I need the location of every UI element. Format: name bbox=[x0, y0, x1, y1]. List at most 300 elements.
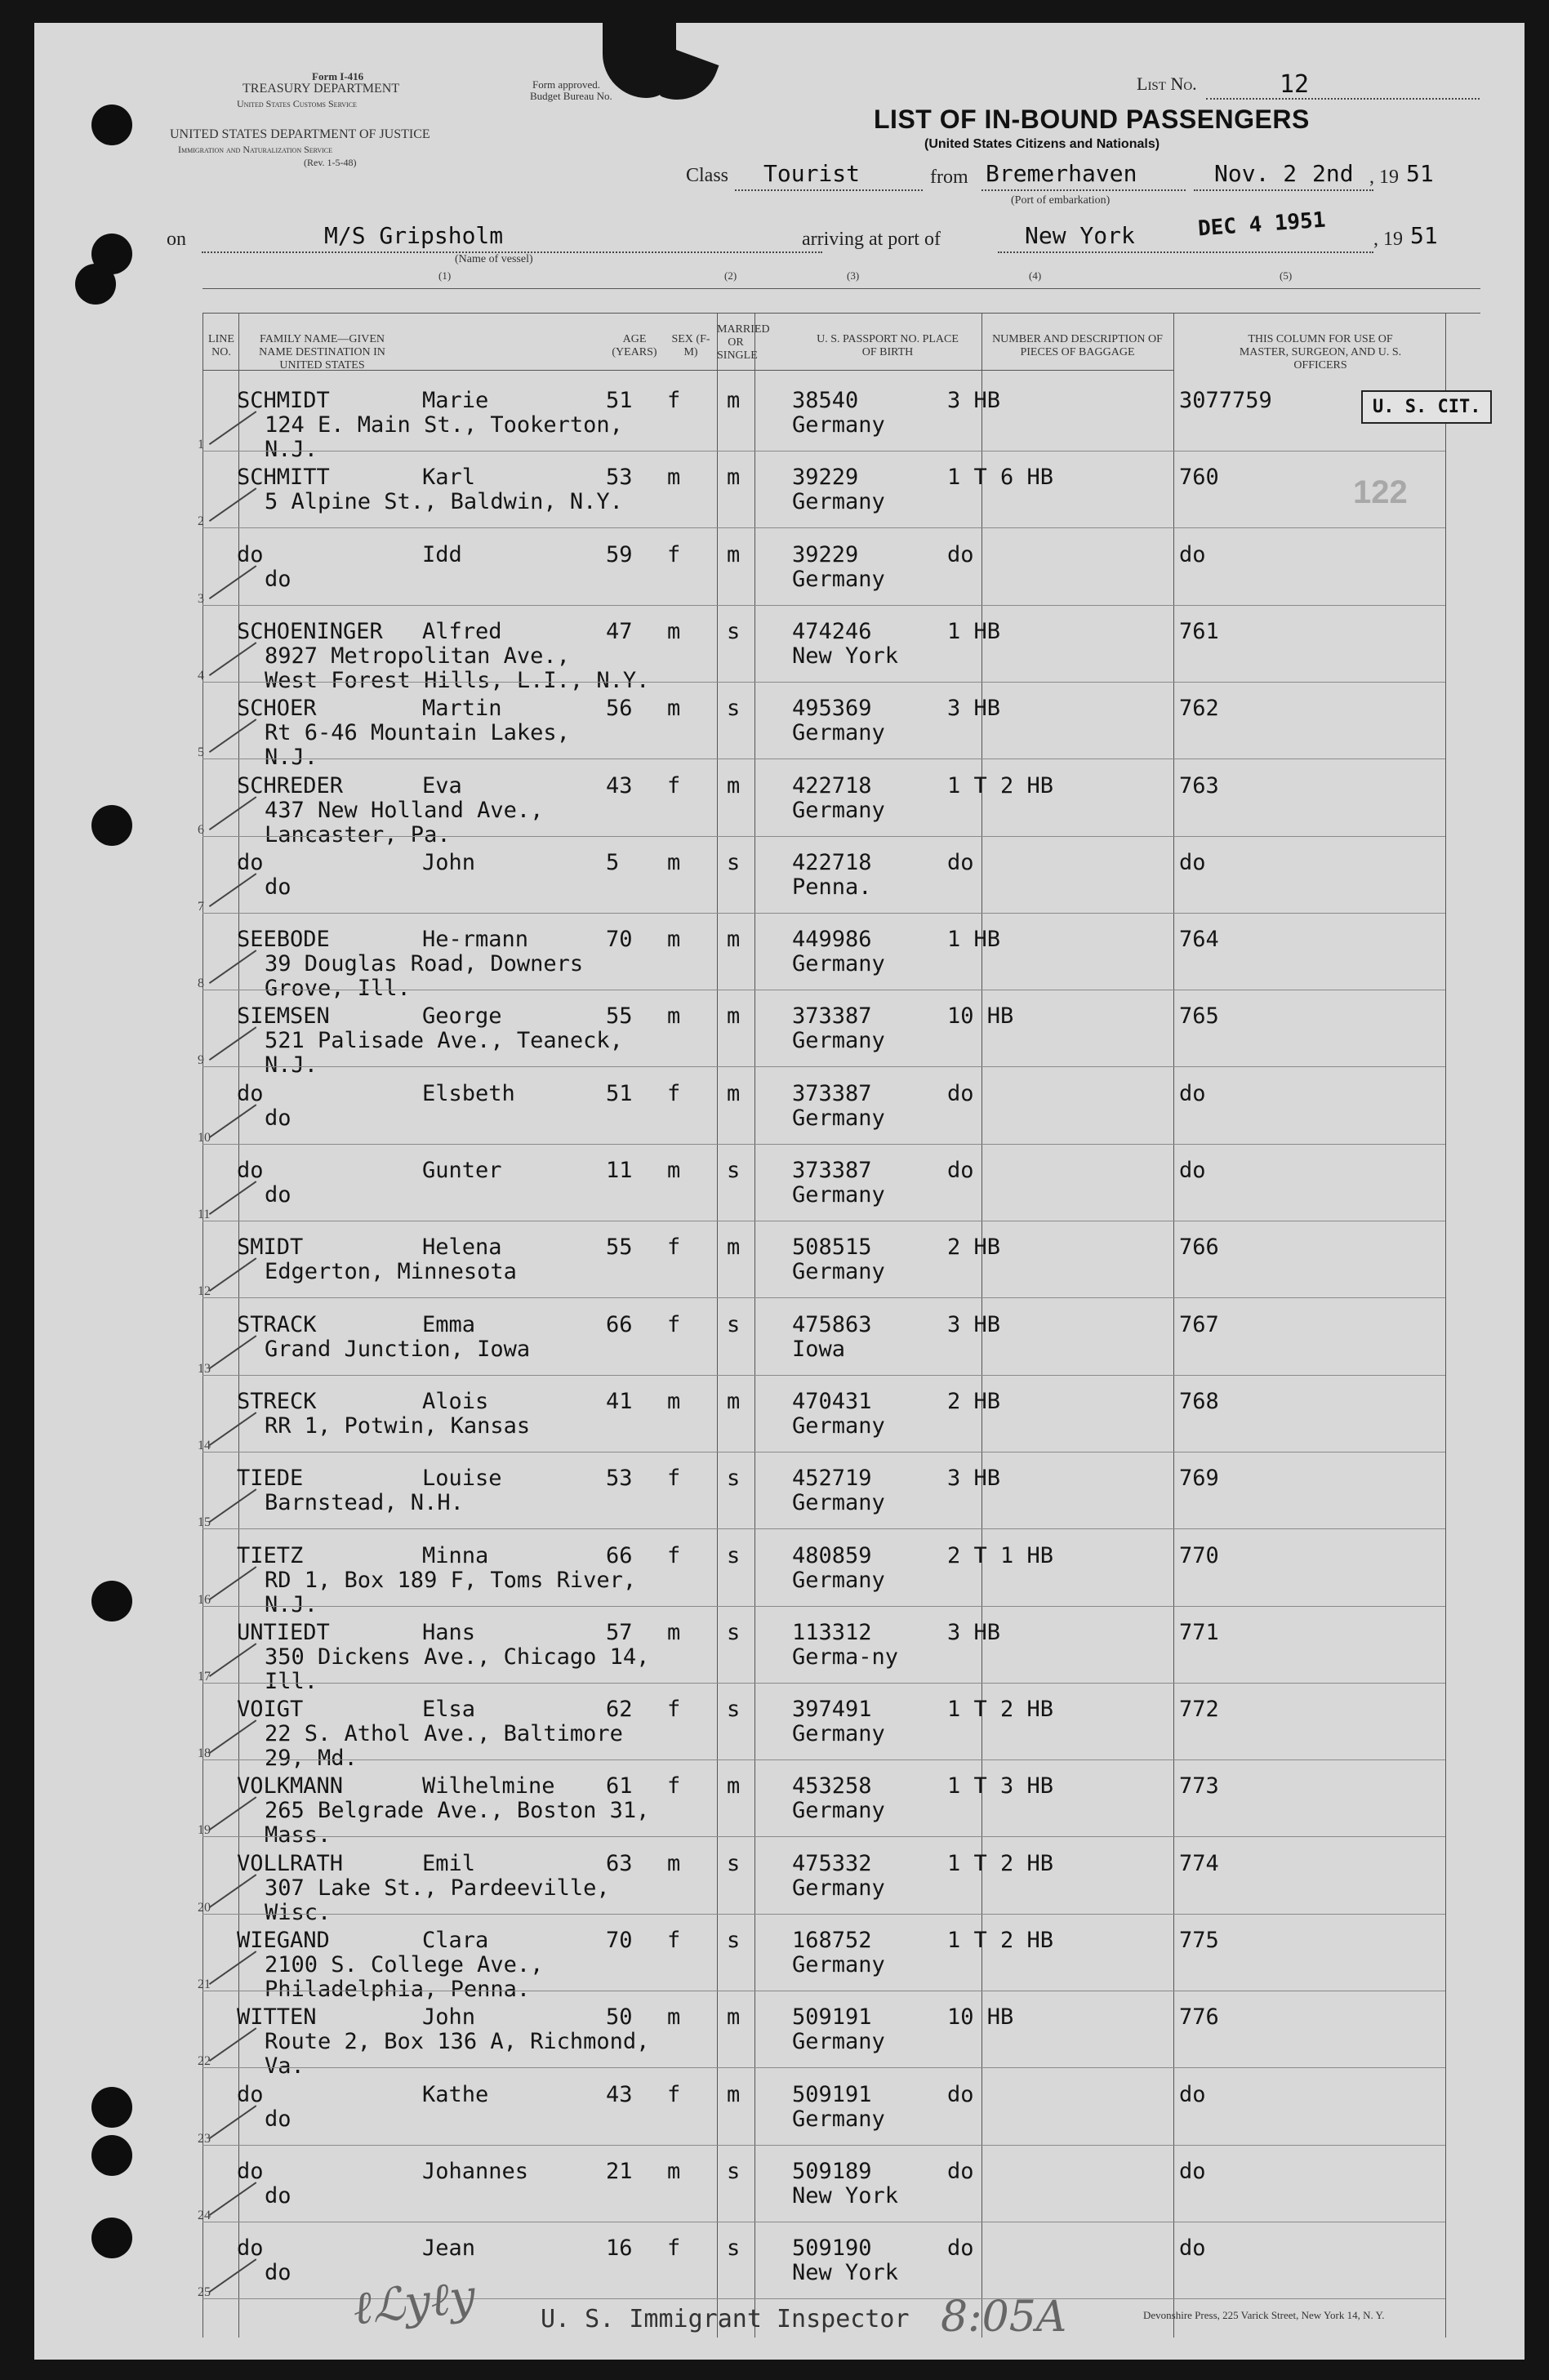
cell-passport: 508515 bbox=[792, 1234, 872, 1261]
line-number: 11 bbox=[198, 1208, 211, 1221]
cell-given: Johannes bbox=[422, 2158, 529, 2184]
cell-age: 57 bbox=[606, 1619, 633, 1645]
cell-given: Martin bbox=[422, 696, 502, 722]
line-number: 3 bbox=[198, 591, 204, 606]
table-row bbox=[34, 1991, 1525, 2080]
cell-given: John bbox=[422, 2004, 476, 2031]
class-label: Class bbox=[686, 165, 729, 186]
cell-addr1: 22 S. Athol Ave., Baltimore bbox=[265, 1721, 623, 1747]
cell-given: Louise bbox=[422, 1466, 502, 1492]
cell-baggage: 3 HB bbox=[947, 1466, 1001, 1492]
cell-sex: f bbox=[667, 1697, 681, 1723]
cell-officer: do bbox=[1179, 2081, 1206, 2107]
cell-ms: m bbox=[727, 1773, 741, 1799]
year-prefix-2: , 19 bbox=[1373, 229, 1403, 250]
cell-given: Gunter bbox=[422, 1158, 502, 1183]
form-number: Form I-416 bbox=[312, 70, 364, 82]
cell-baggage: 2 HB bbox=[947, 1234, 1001, 1261]
cell-sex: m bbox=[667, 927, 681, 953]
departure-date: Nov. 2 bbox=[1214, 160, 1298, 187]
table-row bbox=[34, 1375, 1525, 1452]
cell-birth: Germany bbox=[792, 1798, 885, 1824]
cell-addr2: Ill. bbox=[265, 1668, 318, 1694]
cell-baggage: 10 HB bbox=[947, 2004, 1014, 2031]
col-num-4: (4) bbox=[1029, 269, 1042, 282]
cell-officer: do bbox=[1179, 1158, 1206, 1183]
cell-sex: m bbox=[667, 849, 681, 875]
cell-officer: 772 bbox=[1179, 1697, 1219, 1723]
cell-sex: f bbox=[667, 2081, 681, 2107]
cell-passport: 397491 bbox=[792, 1697, 872, 1723]
cell-passport: 509191 bbox=[792, 2004, 872, 2031]
page-number: 122 bbox=[1353, 474, 1408, 510]
cell-baggage: 10 HB bbox=[947, 1003, 1014, 1030]
cell-birth: New York bbox=[792, 643, 899, 669]
cell-addr2: Mass. bbox=[265, 1822, 332, 1848]
cell-ms: m bbox=[727, 1388, 741, 1414]
cell-birth: Germany bbox=[792, 1259, 885, 1285]
cell-sex: f bbox=[667, 2235, 681, 2262]
cell-ms: m bbox=[727, 2081, 741, 2107]
cell-passport: 509190 bbox=[792, 2235, 872, 2262]
cell-addr1: do bbox=[265, 2260, 292, 2286]
cell-sex: f bbox=[667, 541, 681, 567]
cell-sex: m bbox=[667, 2004, 681, 2031]
cell-officer: 765 bbox=[1179, 1003, 1219, 1030]
cell-passport: 39229 bbox=[792, 465, 859, 491]
cell-family: VOLKMANN bbox=[237, 1773, 344, 1799]
cell-addr1: Barnstead, N.H. bbox=[265, 1490, 464, 1516]
cell-ms: m bbox=[727, 541, 741, 567]
cell-age: 51 bbox=[606, 388, 633, 413]
cell-addr2: N.J. bbox=[265, 1052, 318, 1079]
cell-passport: 39229 bbox=[792, 541, 859, 567]
line-number: 21 bbox=[198, 1977, 211, 1991]
cell-family: SCHOER bbox=[237, 696, 317, 722]
cell-sex: f bbox=[667, 1542, 681, 1568]
cell-birth: Germany bbox=[792, 1028, 885, 1054]
table-row bbox=[34, 1452, 1525, 1528]
cell-passport: 495369 bbox=[792, 696, 872, 722]
cell-ms: s bbox=[727, 1466, 741, 1492]
arriving-label: arriving at port of bbox=[802, 229, 941, 250]
line-number: 17 bbox=[198, 1669, 211, 1684]
cell-passport: 373387 bbox=[792, 1158, 872, 1183]
cell-ms: s bbox=[727, 1850, 741, 1876]
cell-baggage: 1 T 6 HB bbox=[947, 465, 1054, 491]
cell-given: Idd bbox=[422, 541, 462, 567]
inspector-signature: ℓℒyℓy bbox=[350, 2270, 478, 2336]
cell-sex: m bbox=[667, 696, 681, 722]
cell-passport: 422718 bbox=[792, 772, 872, 799]
revision: (Rev. 1-5-48) bbox=[304, 157, 357, 168]
cell-addr1: RD 1, Box 189 F, Toms River, bbox=[265, 1567, 637, 1593]
cell-baggage: 1 T 2 HB bbox=[947, 772, 1054, 799]
header-line-no: LINE NO. bbox=[208, 333, 234, 358]
cell-birth: Germany bbox=[792, 1567, 885, 1593]
arrival-date-stamp: DEC 4 1951 bbox=[1197, 207, 1327, 242]
cell-ms: s bbox=[727, 1697, 741, 1723]
cell-family: do bbox=[237, 2235, 264, 2262]
cell-passport: 168752 bbox=[792, 1928, 872, 1953]
cell-passport: 480859 bbox=[792, 1542, 872, 1568]
cell-sex: m bbox=[667, 465, 681, 491]
cell-sex: f bbox=[667, 1234, 681, 1261]
cell-birth: Germany bbox=[792, 1105, 885, 1131]
arrival-port: New York bbox=[1025, 222, 1135, 249]
cell-baggage: do bbox=[947, 1158, 974, 1183]
table-row bbox=[34, 528, 1525, 605]
cell-family: do bbox=[237, 1158, 264, 1183]
header-married: MARRIED OR SINGLE bbox=[717, 323, 770, 362]
table-row bbox=[34, 1221, 1525, 1297]
cell-officer: 760 bbox=[1179, 465, 1219, 491]
on-label: on bbox=[167, 229, 186, 250]
table-row bbox=[34, 1837, 1525, 1925]
cell-addr1: Edgerton, Minnesota bbox=[265, 1259, 517, 1285]
cell-ms: s bbox=[727, 1619, 741, 1645]
dept-treasury: TREASURY DEPARTMENT bbox=[243, 82, 400, 96]
cell-age: 55 bbox=[606, 1003, 633, 1030]
cell-birth: Penna. bbox=[792, 874, 872, 900]
cell-age: 66 bbox=[606, 1311, 633, 1337]
cell-given: Alois bbox=[422, 1388, 489, 1414]
cell-sex: f bbox=[667, 1311, 681, 1337]
cell-given: Jean bbox=[422, 2235, 476, 2262]
header-sex: SEX (F-M) bbox=[671, 333, 710, 358]
cell-addr2: Lancaster, Pa. bbox=[265, 821, 451, 847]
cell-age: 53 bbox=[606, 465, 633, 491]
cell-given: Emma bbox=[422, 1311, 476, 1337]
cell-addr2: Wisc. bbox=[265, 1899, 332, 1925]
cell-family: SCHREDER bbox=[237, 772, 344, 799]
line-number: 13 bbox=[198, 1361, 211, 1376]
cell-officer: do bbox=[1179, 2158, 1206, 2184]
table-row bbox=[34, 759, 1525, 847]
cell-baggage: 2 T 1 HB bbox=[947, 1542, 1054, 1568]
cell-addr1: 350 Dickens Ave., Chicago 14, bbox=[265, 1644, 650, 1670]
cell-officer: 773 bbox=[1179, 1773, 1219, 1799]
cell-ms: s bbox=[727, 618, 741, 644]
cell-baggage: 2 HB bbox=[947, 1388, 1001, 1414]
table-row bbox=[34, 1914, 1525, 2002]
cell-passport: 449986 bbox=[792, 927, 872, 953]
col-num-3: (3) bbox=[847, 269, 860, 282]
cell-baggage: do bbox=[947, 541, 974, 567]
cell-family: SCHMIDT bbox=[237, 388, 330, 413]
form-approved: Form approved. bbox=[532, 78, 601, 91]
cell-addr1: do bbox=[265, 1182, 292, 1208]
cell-addr2: Philadelphia, Penna. bbox=[265, 1977, 531, 2002]
binder-hole bbox=[75, 264, 116, 305]
cell-family: VOIGT bbox=[237, 1697, 304, 1723]
table-row bbox=[34, 1683, 1525, 1772]
table-row bbox=[34, 1067, 1525, 1144]
cell-age: 21 bbox=[606, 2158, 633, 2184]
table-row bbox=[34, 1298, 1525, 1375]
cell-ms: m bbox=[727, 927, 741, 953]
cell-passport: 373387 bbox=[792, 1003, 872, 1030]
line-number: 18 bbox=[198, 1746, 211, 1761]
cell-birth: Germany bbox=[792, 720, 885, 746]
table-row bbox=[34, 451, 1525, 527]
cell-addr1: 124 E. Main St., Tookerton, bbox=[265, 412, 623, 438]
cell-sex: f bbox=[667, 1466, 681, 1492]
cell-officer: 762 bbox=[1179, 696, 1219, 722]
cell-given: Elsbeth bbox=[422, 1080, 515, 1106]
cell-given: Helena bbox=[422, 1234, 502, 1261]
cell-baggage: 1 T 2 HB bbox=[947, 1928, 1054, 1953]
line-number: 16 bbox=[198, 1592, 211, 1607]
cell-birth: Germany bbox=[792, 1490, 885, 1516]
cell-ms: m bbox=[727, 388, 741, 413]
cell-sex: f bbox=[667, 1928, 681, 1953]
cell-given: Alfred bbox=[422, 618, 502, 644]
table-row bbox=[34, 2068, 1525, 2145]
inspector-label: U. S. Immigrant Inspector bbox=[541, 2305, 910, 2333]
class-value: Tourist bbox=[763, 160, 861, 187]
cell-sex: f bbox=[667, 388, 681, 413]
cell-passport: 509191 bbox=[792, 2081, 872, 2107]
cell-addr1: 5 Alpine St., Baldwin, N.Y. bbox=[265, 489, 623, 515]
cell-baggage: 1 HB bbox=[947, 618, 1001, 644]
cell-age: 43 bbox=[606, 772, 633, 799]
cell-passport: 474246 bbox=[792, 618, 872, 644]
year-value: 51 bbox=[1406, 160, 1434, 187]
line-number: 12 bbox=[198, 1284, 211, 1299]
line-number: 24 bbox=[198, 2208, 211, 2222]
cell-age: 51 bbox=[606, 1080, 633, 1106]
cell-family: SCHMITT bbox=[237, 465, 330, 491]
cell-ms: s bbox=[727, 696, 741, 722]
cell-birth: Germany bbox=[792, 951, 885, 977]
cell-officer: 774 bbox=[1179, 1850, 1219, 1876]
cell-addr2: N.J. bbox=[265, 745, 318, 771]
header-age: AGE (YEARS) bbox=[612, 333, 657, 358]
cell-passport: 422718 bbox=[792, 849, 872, 875]
cell-age: 70 bbox=[606, 1928, 633, 1953]
from-label: from bbox=[930, 167, 968, 188]
cell-birth: Germany bbox=[792, 489, 885, 515]
cell-age: 66 bbox=[606, 1542, 633, 1568]
cell-ms: s bbox=[727, 1928, 741, 1953]
cell-family: VOLLRATH bbox=[237, 1850, 344, 1876]
cell-age: 16 bbox=[606, 2235, 633, 2262]
line-number: 9 bbox=[198, 1053, 204, 1068]
cell-age: 62 bbox=[606, 1697, 633, 1723]
cell-age: 70 bbox=[606, 927, 633, 953]
cell-addr1: Route 2, Box 136 A, Richmond, bbox=[265, 2029, 650, 2055]
cell-given: Kathe bbox=[422, 2081, 489, 2107]
line-number: 10 bbox=[198, 1130, 211, 1145]
cell-addr1: 265 Belgrade Ave., Boston 31, bbox=[265, 1798, 650, 1824]
cell-officer: 775 bbox=[1179, 1928, 1219, 1953]
cell-given: John bbox=[422, 849, 476, 875]
cell-addr1: 2100 S. College Ave., bbox=[265, 1952, 544, 1977]
header-officers: THIS COLUMN FOR USE OF MASTER, SURGEON, AND U. S. OFFICERS bbox=[1239, 333, 1402, 371]
cell-given: Marie bbox=[422, 388, 489, 413]
line-number: 23 bbox=[198, 2131, 211, 2146]
cell-given: Wilhelmine bbox=[422, 1773, 555, 1799]
cell-baggage: do bbox=[947, 1080, 974, 1106]
cell-birth: Germany bbox=[792, 1412, 885, 1439]
table-row bbox=[34, 2145, 1525, 2222]
port-embark-caption: (Port of embarkation) bbox=[1011, 194, 1111, 207]
cell-addr2: West Forest Hills, L.I., N.Y. bbox=[265, 667, 650, 693]
table-row bbox=[34, 682, 1525, 771]
line-number: 19 bbox=[198, 1823, 211, 1838]
cell-addr1: do bbox=[265, 874, 292, 900]
cell-baggage: do bbox=[947, 849, 974, 875]
cell-officer: 767 bbox=[1179, 1311, 1219, 1337]
line-number: 6 bbox=[198, 822, 204, 837]
cell-age: 43 bbox=[606, 2081, 633, 2107]
cell-ms: m bbox=[727, 1080, 741, 1106]
cell-addr2: Va. bbox=[265, 2053, 305, 2080]
cell-passport: 453258 bbox=[792, 1773, 872, 1799]
cell-birth: Germany bbox=[792, 1952, 885, 1977]
cell-baggage: 1 HB bbox=[947, 927, 1001, 953]
dept-customs: United States Customs Service bbox=[237, 98, 357, 109]
cell-ms: s bbox=[727, 1311, 741, 1337]
cell-age: 47 bbox=[606, 618, 633, 644]
cell-given: He-rmann bbox=[422, 927, 529, 953]
printer-imprint: Devonshire Press, 225 Varick Street, New York 14, N. Y. bbox=[1143, 2309, 1385, 2321]
cell-officer: 769 bbox=[1179, 1466, 1219, 1492]
line-number: 25 bbox=[198, 2285, 211, 2300]
cell-addr1: 39 Douglas Road, Downers bbox=[265, 951, 584, 977]
table-row bbox=[34, 990, 1525, 1079]
table-row bbox=[34, 1529, 1525, 1617]
cell-sex: f bbox=[667, 772, 681, 799]
cell-addr1: 307 Lake St., Pardeeville, bbox=[265, 1875, 610, 1901]
cell-ms: s bbox=[727, 849, 741, 875]
form-subtitle: (United States Citizens and Nationals) bbox=[924, 137, 1160, 151]
cell-family: STRECK bbox=[237, 1388, 317, 1414]
cell-addr1: do bbox=[265, 1105, 292, 1131]
cell-addr2: N.J. bbox=[265, 1591, 318, 1617]
cell-addr1: 521 Palisade Ave., Teaneck, bbox=[265, 1028, 623, 1054]
cell-officer: 764 bbox=[1179, 927, 1219, 953]
cell-officer: 776 bbox=[1179, 2004, 1219, 2031]
cell-given: Clara bbox=[422, 1928, 489, 1953]
dept-ins: Immigration and Naturalization Service bbox=[178, 144, 333, 155]
table-row bbox=[34, 605, 1525, 693]
cell-family: WIEGAND bbox=[237, 1928, 330, 1953]
cell-family: SCHOENINGER bbox=[237, 618, 383, 644]
cell-age: 59 bbox=[606, 541, 633, 567]
line-number: 5 bbox=[198, 745, 204, 760]
cell-addr1: do bbox=[265, 566, 292, 592]
cell-officer: 766 bbox=[1179, 1234, 1219, 1261]
cell-birth: Germany bbox=[792, 2106, 885, 2132]
list-no-value: 12 bbox=[1280, 70, 1310, 99]
cell-birth: Germany bbox=[792, 1182, 885, 1208]
vessel-caption: (Name of vessel) bbox=[455, 253, 533, 265]
cell-given: George bbox=[422, 1003, 502, 1030]
line-number: 22 bbox=[198, 2054, 211, 2069]
cell-age: 55 bbox=[606, 1234, 633, 1261]
port-embarkation: Bremerhaven bbox=[986, 160, 1137, 187]
cell-ms: m bbox=[727, 465, 741, 491]
manifest-sheet bbox=[34, 23, 1525, 2360]
cell-ms: s bbox=[727, 2235, 741, 2262]
cell-age: 53 bbox=[606, 1466, 633, 1492]
cell-baggage: 3 HB bbox=[947, 1619, 1001, 1645]
cell-family: do bbox=[237, 1080, 264, 1106]
line-number: 1 bbox=[198, 438, 204, 452]
cell-birth: Germany bbox=[792, 1721, 885, 1747]
table-top-rule bbox=[203, 288, 1480, 289]
cell-age: 63 bbox=[606, 1850, 633, 1876]
list-no-label: List No. bbox=[1137, 73, 1197, 94]
cell-sex: m bbox=[667, 1619, 681, 1645]
cell-baggage: 3 HB bbox=[947, 388, 1001, 413]
line-number: 2 bbox=[198, 514, 204, 529]
cell-baggage: 1 T 2 HB bbox=[947, 1697, 1054, 1723]
line-number: 7 bbox=[198, 899, 204, 914]
cell-family: SIEMSEN bbox=[237, 1003, 330, 1030]
cell-baggage: do bbox=[947, 2081, 974, 2107]
cell-family: do bbox=[237, 2081, 264, 2107]
header-name: FAMILY NAME—GIVEN NAME DESTINATION IN UNITED STATES bbox=[259, 333, 385, 371]
cell-birth: Germany bbox=[792, 2029, 885, 2055]
line-number: 14 bbox=[198, 1438, 211, 1452]
cell-birth: Germany bbox=[792, 412, 885, 438]
cell-birth: Germany bbox=[792, 797, 885, 823]
cell-sex: m bbox=[667, 2158, 681, 2184]
cell-family: TIETZ bbox=[237, 1542, 304, 1568]
table-row bbox=[34, 1144, 1525, 1221]
cell-addr1: Grand Junction, Iowa bbox=[265, 1336, 531, 1362]
cell-addr1: do bbox=[265, 2106, 292, 2132]
cell-birth: New York bbox=[792, 2182, 899, 2209]
cell-given: Karl bbox=[422, 465, 476, 491]
dept-justice: UNITED STATES DEPARTMENT OF JUSTICE bbox=[170, 127, 430, 141]
cell-sex: m bbox=[667, 1850, 681, 1876]
cell-passport: 38540 bbox=[792, 388, 859, 413]
cell-ms: m bbox=[727, 1234, 741, 1261]
cell-sex: m bbox=[667, 1388, 681, 1414]
cell-passport: 509189 bbox=[792, 2158, 872, 2184]
cell-baggage: 1 T 3 HB bbox=[947, 1773, 1054, 1799]
cell-officer: 771 bbox=[1179, 1619, 1219, 1645]
col-num-1: (1) bbox=[438, 269, 452, 282]
cell-given: Elsa bbox=[422, 1697, 476, 1723]
cell-age: 61 bbox=[606, 1773, 633, 1799]
table-row bbox=[34, 913, 1525, 1002]
cell-addr1: 8927 Metropolitan Ave., bbox=[265, 643, 570, 669]
cell-addr2: Grove, Ill. bbox=[265, 976, 411, 1002]
cell-baggage: 3 HB bbox=[947, 696, 1001, 722]
year-value-2: 51 bbox=[1410, 222, 1438, 249]
cell-addr2: 29, Md. bbox=[265, 1746, 358, 1772]
cell-family: TIEDE bbox=[237, 1466, 304, 1492]
cell-officer: 761 bbox=[1179, 618, 1219, 644]
cell-officer: do bbox=[1179, 1080, 1206, 1106]
cell-addr1: Rt 6-46 Mountain Lakes, bbox=[265, 720, 570, 746]
table-row bbox=[34, 2222, 1525, 2298]
line-number: 4 bbox=[198, 668, 204, 683]
cell-officer: do bbox=[1179, 541, 1206, 567]
cell-sex: f bbox=[667, 1080, 681, 1106]
cell-officer: do bbox=[1179, 2235, 1206, 2262]
col-num-5: (5) bbox=[1280, 269, 1293, 282]
table-header-top bbox=[203, 313, 1480, 314]
cell-age: 50 bbox=[606, 2004, 633, 2031]
cell-passport: 475332 bbox=[792, 1850, 872, 1876]
cell-birth: Germany bbox=[792, 566, 885, 592]
